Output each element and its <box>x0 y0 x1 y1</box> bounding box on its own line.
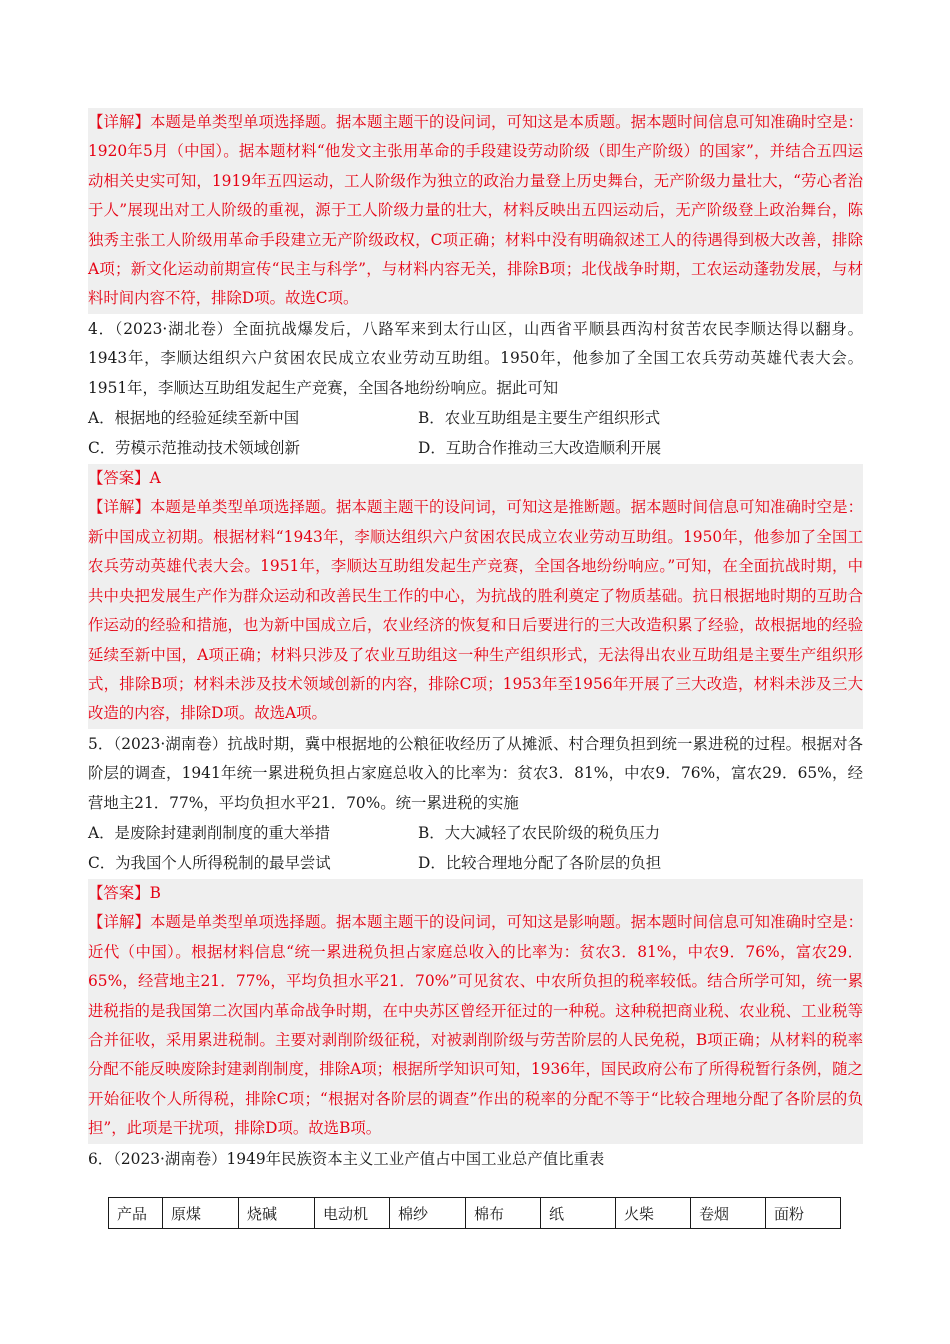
q4-options <box>88 403 863 463</box>
q3-explanation: 【详解】本题是单类型单项选择题。据本题主题干的设问词，可知这是本质题。据本题时间信息可知准确时空是：1920年5月（中国）。据本题材料“他发文主张用革命的手段建设劳动阶级（即生产阶级）的国家”，并结合五四运动相关史实可知，1919年五四运动，工人阶级作为独立的政治力量登上历史舞台，无产阶级力量壮大，“劳心者治于人”展现出对工人阶级的重视，源于工人阶级力量的壮大，材料反映出五四运动后，无产阶级登上政治舞台，陈独秀主张工人阶级用革命手段建立无产阶级政权，C项正确；材料中没有明确叙述工人的待遇得到极大改善，排除A项；新文化运动前期宣传“民主与科学”，与材料内容无关，排除B项；北伐战争时期，工农运动蓬勃发展，与材料时间内容不符，排除D项。故选C项。 <box>88 108 863 314</box>
table-row <box>109 1198 841 1229</box>
q4-option-c: C．劳模示范推动技术领域创新 <box>88 439 300 458</box>
document-page <box>88 108 863 1174</box>
table-header-cell: 纸 <box>541 1198 616 1229</box>
q4-answer: 【答案】A <box>88 464 863 493</box>
q5-option-c: C．为我国个人所得税制的最早尝试 <box>88 853 331 872</box>
table-header-cell: 原煤 <box>163 1198 239 1229</box>
q5-option-b: B．大大减轻了农民阶级的税负压力 <box>418 823 661 842</box>
table-header-cell: 烧碱 <box>239 1198 315 1229</box>
q4-explanation: 【详解】本题是单类型单项选择题。据本题主题干的设问词，可知这是推断题。据本题时间信息可知准确时空是：新中国成立初期。根据材料“1943年，李顺达组织六户贫困农民成立农业劳动互助组。1950年，他参加了全国工农兵劳动英雄代表大会。1951年，李顺达互助组发起生产竞赛，全国各地纷纷响应。”可知，在全面抗战时期，中共中央把发展生产作为群众运动和改善民生工作的中心，为抗战的胜利奠定了物质基础。抗日根据地时期的互助合作运动的经验和措施，也为新中国成立后，农业经济的恢复和日后要进行的三大改造积累了经验，故根据地的经验延续至新中国，A项正确；材料只涉及了农业互助组这一种生产组织形式，无法得出农业互助组是主要生产组织形式，排除B项；材料未涉及技术领域创新的内容，排除C项；1953年至1956年开展了三大改造，材料未涉及三大改造的内容，排除D项。故选A项。 <box>88 493 863 728</box>
table-header-cell: 面粉 <box>766 1198 841 1229</box>
q5-option-a: A．是废除封建剥削制度的重大举措 <box>88 823 330 842</box>
q6-product-table <box>108 1197 841 1229</box>
table-header-cell: 卷烟 <box>691 1198 766 1229</box>
q5-explanation: 【详解】本题是单类型单项选择题。据本题主题干的设问词，可知这是影响题。据本题时间信息可知准确时空是：近代（中国）。根据材料信息“统一累进税负担占家庭总收入的比率为：贫农3．81%，中农9．76%，富农29．65%，经营地主21．77%，平均负担水平21．70%”可见贫农、中农所负担的税率较低。结合所学可知，统一累进税指的是我国第二次国内革命战争时期，在中央苏区曾经开征过的一种税。这种税把商业税、农业税、工业税等合并征收，采用累进税制。主要对剥削阶级征税，对被剥削阶级与劳苦阶层的人民免税，B项正确；从材料的税率分配不能反映废除封建剥削制度，排除A项；根据所学知识可知，1936年，国民政府公布了所得税暂行条例，随之开始征收个人所得税，排除C项；“根据对各阶层的调查”作出的税率的分配不等于“比较合理地分配了各阶层的负担”，此项是干扰项，排除D项。故选B项。 <box>88 908 863 1143</box>
q5-answer: 【答案】B <box>88 879 863 908</box>
q6-stem: 6．（2023·湖南卷）1949年民族资本主义工业产值占中国工业总产值比重表 <box>88 1149 605 1168</box>
q4-option-d: D．互助合作推动三大改造顺利开展 <box>418 439 662 458</box>
q5-options <box>88 818 863 878</box>
q5-option-d: D．比较合理地分配了各阶层的负担 <box>418 853 662 872</box>
table-header-cell: 火柴 <box>616 1198 691 1229</box>
table-header-cell: 棉布 <box>466 1198 541 1229</box>
q4-option-b: B．农业互助组是主要生产组织形式 <box>418 409 661 428</box>
table-header-cell: 电动机 <box>315 1198 390 1229</box>
q4-option-a: A．根据地的经验延续至新中国 <box>88 409 300 428</box>
q4-stem: 4．（2023·湖北卷）全面抗战爆发后，八路军来到太行山区，山西省平顺县西沟村贫苦农民李顺达得以翻身。1943年，李顺达组织六户贫困农民成立农业劳动互助组。1950年，他参加了全国工农兵劳动英雄代表大会。1951年，李顺达互助组发起生产竞赛，全国各地纷纷响应。据此可知 <box>88 319 863 397</box>
table-header-cell: 棉纱 <box>390 1198 466 1229</box>
table-header-cell: 产品 <box>109 1198 163 1229</box>
q5-stem: 5．（2023·湖南卷）抗战时期，冀中根据地的公粮征收经历了从摊派、村合理负担到统一累进税的过程。根据对各阶层的调查，1941年统一累进税负担占家庭总收入的比率为：贫农3．81%，中农9．76%，富农29．65%，经营地主21．77%，平均负担水平21．70%。统一累进税的实施 <box>88 734 863 812</box>
